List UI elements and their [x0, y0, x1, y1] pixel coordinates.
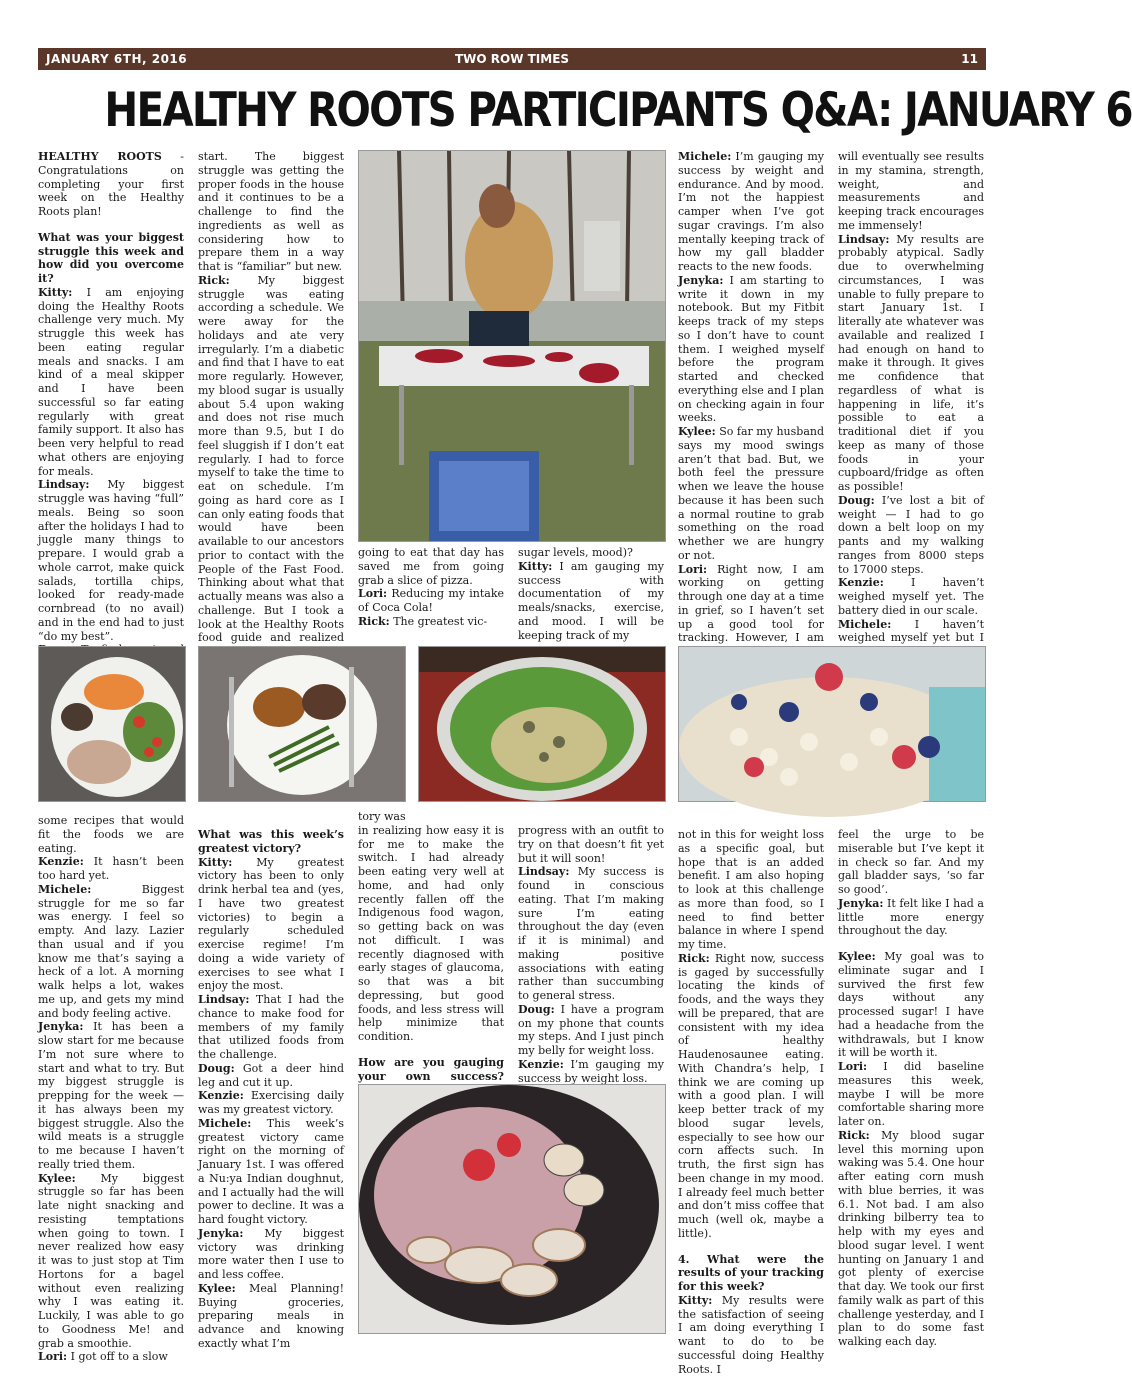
- photo-man-cutting-meat: [358, 150, 666, 542]
- article-paragraph: [518, 865, 664, 1003]
- paragraph-text: I am starting to write it down in my notebook. But my Fitbit keeps track of my steps so I don’t have to count them. I weighed myself before the program started and checked everything else and I plan on checking again in four weeks.: [678, 273, 824, 425]
- paragraph-text: It hasn’t been too hard yet.: [38, 855, 184, 882]
- top-column-2: [198, 150, 344, 686]
- paragraph-text: I haven’t weighed myself yet but I: [838, 617, 984, 645]
- paragraph-text: The greatest vic-: [389, 614, 488, 628]
- article-paragraph: [38, 286, 184, 479]
- article-paragraph: [198, 1227, 344, 1282]
- photo-plate-mush-strawberries: [358, 1084, 666, 1334]
- speaker-name: Kenzie:: [518, 1057, 564, 1071]
- article-paragraph: [518, 1003, 664, 1058]
- speaker-name: Kitty:: [518, 559, 553, 573]
- speaker-name: Kylee:: [198, 1281, 236, 1295]
- paragraph-text: My blood sugar level this morning upon waking was 5.4. One hour after eating corn mush with blue berries, it was 6.1. Not bad. I am also drinking bilberry tea to help with my eyes and blood sugar level. I went hunting on January 1 and got plenty of exercise that day. We took our first family walk as part of this challenge yesterday, and I plan to do some fast walking each day.: [838, 1128, 984, 1348]
- paragraph-text: I am enjoying doing the Healthy Roots challenge very much. My struggle this week has been eating regular meals and snacks. I am kind of a meal skipper and I have been successful so far eating regularly with great family support. It also has been very helpful to read what others are enjoying for meals.: [38, 285, 184, 478]
- bottom-column-4: [518, 824, 664, 1085]
- top-column-3: [358, 546, 504, 629]
- article-paragraph: [38, 478, 184, 643]
- speaker-name: Rick:: [678, 951, 710, 965]
- article-paragraph: [198, 1062, 344, 1090]
- article-paragraph: [198, 1117, 344, 1227]
- article-paragraph: [838, 494, 984, 577]
- article-paragraph: [38, 150, 184, 219]
- speaker-name: Kylee:: [838, 950, 876, 963]
- paragraph-text: My results are probably atypical. Sadly due to overwhelming circumstances, I was unable to fully prepare to start January 1st. I literally ate whatever was available and realized I had enough on hand to make it through. It gives me confidence that regardless of what is happening in life, it’s possible to eat a traditional diet if you keep as many of those foods in your cupboard/fridge as often as possible!: [838, 232, 984, 493]
- photo-plate-chicken-salad: [38, 646, 186, 802]
- article-paragraph: [518, 824, 664, 865]
- header-bar: [38, 48, 986, 70]
- speaker-name: Michele:: [38, 882, 92, 896]
- paragraph-text: I did baseline measures this week, maybe I will be more comfortable sharing more later on.: [838, 1060, 984, 1128]
- speaker-name: Jenyka:: [198, 1226, 244, 1240]
- speaker-name: Michele:: [838, 617, 892, 631]
- article-paragraph: [198, 274, 344, 687]
- photo-bowl-corn-berries: [678, 646, 986, 802]
- article-paragraph: [678, 274, 824, 425]
- paragraph-text: My biggest struggle so far has been late night snacking and resisting temptations when going to town. I never realized how easy it was to just stop at Tim Hortons for a bagel without even realizing why I was eating it. Luckily, I was able to go to Goodness Me! and grab a smoothie.: [38, 1171, 184, 1350]
- paragraph-text: It has been a slow start for me because I’m not sure where to start and what to try. But my biggest struggle is prepping for the week — it has always been my biggest struggle. Also the wild meats is a struggle to me because I haven’t really tried them.: [38, 1020, 184, 1171]
- speaker-name: Michele:: [678, 150, 732, 163]
- speaker-name: Lindsay:: [518, 865, 570, 879]
- speaker-name: Kenzie:: [838, 576, 884, 590]
- article-paragraph: [38, 883, 184, 1021]
- paragraph-text: I haven’t weighed myself yet. The battery died in our scale.: [838, 576, 984, 617]
- article-paragraph: [38, 1172, 184, 1351]
- bottom-column-2: [198, 828, 344, 1351]
- question-heading: What was this week’s greatest victory?: [198, 828, 344, 855]
- paragraph-text: not in this for weight loss as a specific goal, but hope that is an added benefit. I am also hoping to look at this challenge as more than food, so I need to find better balance in where I spend my time.: [678, 828, 824, 951]
- speaker-name: Kenzie:: [38, 855, 84, 869]
- paragraph-text: Exercising daily was my greatest victory.: [198, 1089, 344, 1116]
- article-paragraph: [678, 425, 824, 563]
- speaker-name: Kitty:: [678, 1293, 713, 1307]
- paragraph-text: That I had the chance to make food for members of my family that utilized foods from the challenge.: [198, 993, 344, 1061]
- paragraph-text: My greatest victory has been to only drink herbal tea and (yes, I have two greatest victories) to begin a regularly scheduled exercise regime! I’m doing a wide variety of exercises to see what I enjoy the most.: [198, 855, 344, 993]
- speaker-name: Lindsay:: [38, 478, 90, 492]
- article-paragraph: [518, 546, 664, 560]
- paragraph-text: It felt like I had a little more energy throughout the day.: [838, 896, 984, 938]
- speaker-name: Lori:: [358, 587, 388, 601]
- paragraph-text: My biggest victory was drinking more water then I use to and less coffee.: [198, 1226, 344, 1281]
- paragraph-text: I’m gauging my success by weight and endurance. And by mood. I’m not the happiest camper when I’ve got sugar cravings. I’m also mentally keeping track of how my gall bladder reacts to the new foods.: [678, 150, 824, 273]
- speaker-name: Rick:: [198, 273, 230, 287]
- photo-bowl-kale-squash: [418, 646, 666, 802]
- article-paragraph: [38, 855, 184, 883]
- speaker-name: Lori:: [678, 562, 708, 576]
- article-paragraph: [838, 233, 984, 494]
- article-paragraph: [678, 828, 824, 952]
- speaker-name: Jenyka:: [38, 1020, 84, 1034]
- bottom-column-1: [38, 814, 184, 1364]
- headline: HEALTHY ROOTS PARTICIPANTS Q&A: JANUARY 6: [104, 83, 1132, 138]
- paragraph-text: Got a deer hind leg and cut it up.: [198, 1061, 344, 1089]
- paragraph-text: I’m gauging my success by weight loss.: [518, 1057, 664, 1085]
- article-paragraph: [518, 1058, 664, 1086]
- speaker-name: Kylee:: [38, 1171, 76, 1185]
- paragraph-text: tory was: [358, 810, 406, 823]
- article-paragraph: [838, 576, 984, 617]
- speaker-name: Lindsay:: [838, 232, 890, 246]
- paragraph-text: I got off to a slow: [67, 1350, 168, 1364]
- article-paragraph: [38, 1350, 184, 1364]
- article-paragraph: [838, 950, 984, 1060]
- article-paragraph: [198, 856, 344, 994]
- paragraph-text: feel the urge to be miserable but I’ve kept it in check so far. And my gall bladder says, ‘so far so good’.: [838, 828, 984, 896]
- speaker-name: Kenzie:: [198, 1089, 244, 1103]
- bottom-column-3: [358, 810, 504, 1125]
- paragraph-text: My biggest struggle was eating according a schedule. We were away for the holidays and ate very irregularly. I’m a diabetic and find that I have to eat more regularly. However, my blood sugar is usually about 5.4 upon waking and does not rise much more than 9.5, but I do feel sluggish if I don’t eat regularly. I had to force myself to take the time to eat on schedule. I’m going as hard core as I can only eating foods that would have been available to our ancestors prior to contact with the People of the Fast Food. Thinking about what that actually means was also a challenge. But I took a look at the Healthy Roots food guide and realized: [198, 273, 344, 645]
- paragraph-text: My success is found in conscious eating. That I’m making sure I’m eating throughout the day (even if it is minimal) and making positive associations with eating rather than succumbing to general stress.: [518, 865, 664, 1002]
- speaker-name: Lindsay:: [198, 993, 250, 1006]
- article-paragraph: [38, 1020, 184, 1171]
- speaker-name: Doug:: [838, 493, 875, 507]
- paragraph-text: Right now, success is gaged by successfully locating the kinds of foods, and the ways they will be prepared, that are consistent with my idea of healthy Haudenosaunee eating. With Chandra’s help, I think we are coming up with a good plan. I will keep better track of my blood sugar levels, especially to see how our corn affects such. In truth, the first sign has been change in my mood. I already feel much better and don’t miss coffee that much (well ok, maybe a little).: [678, 951, 824, 1240]
- speaker-name: Michele:: [198, 1116, 252, 1130]
- paragraph-text: My goal was to eliminate sugar and I survived the first few days without any processed sugar! I have had a headache from the withdrawals, but I know it will be worth it.: [838, 950, 984, 1060]
- speaker-name: Doug:: [518, 1002, 555, 1016]
- speaker-name: Kitty:: [198, 855, 233, 869]
- top-column-6: [838, 150, 984, 714]
- article-paragraph: [678, 952, 824, 1241]
- article-paragraph: [358, 824, 504, 1044]
- paragraph-text: I am gauging my success with documentation of my meals/snacks, exercise, and mood. I will be keeping track of my: [518, 559, 664, 642]
- article-paragraph: [518, 560, 664, 643]
- article-paragraph: [358, 587, 504, 615]
- article-paragraph: [358, 810, 504, 824]
- paragraph-text: My results were the satisfaction of seeing I am doing everything I want to do to be successful doing Healthy Roots. I: [678, 1293, 824, 1376]
- article-paragraph: [198, 1282, 344, 1351]
- speaker-name: Rick:: [838, 1128, 870, 1142]
- paragraph-text: My biggest struggle was having “full” meals. Being so soon after the holidays I had to juggle many things to prepare. I would grab a whole carrot, make quick salads, tortilla chips, looked for ready-made cornbread (to no avail) and in the end had to just “do my best”.: [38, 478, 184, 643]
- paragraph-text: I’ve lost a bit of weight — I had to go down a belt loop on my pants and my walking ranges from 8000 steps to 17000 steps.: [838, 493, 984, 576]
- question-heading: 4. What were the results of your tracking for this week?: [678, 1252, 824, 1293]
- article-paragraph: [358, 546, 504, 587]
- article-paragraph: [838, 1129, 984, 1349]
- article-paragraph: [198, 993, 344, 1062]
- paragraph-text: I have a program on my phone that counts my steps. And I just pinch my belly for weight loss.: [518, 1002, 664, 1057]
- speaker-name: Lori:: [838, 1060, 868, 1073]
- speaker-name: Kylee:: [678, 425, 716, 438]
- article-paragraph: [838, 150, 984, 233]
- paragraph-text: Reducing my intake of Coca Cola!: [358, 587, 504, 614]
- page-number: 11: [961, 52, 978, 66]
- article-paragraph: [838, 1060, 984, 1129]
- top-column-1: [38, 150, 184, 698]
- paragraph-text: progress with an outfit to try on that doesn’t fit yet but it will soon!: [518, 824, 664, 865]
- paragraph-text: Right now, I am working on getting through one day at a time in grief, so I haven’t set up a good tool for tracking. However, I am: [678, 562, 824, 645]
- article-paragraph: [678, 1294, 824, 1377]
- photo-plate-meat-beans: [198, 646, 406, 802]
- question-heading: What was your biggest struggle this week and how did you overcome it?: [38, 230, 184, 285]
- article-paragraph: [838, 897, 984, 938]
- top-column-5: [678, 150, 824, 686]
- bottom-column-6: [838, 828, 984, 1349]
- speaker-name: HEALTHY ROOTS: [38, 150, 162, 163]
- bottom-column-5: [678, 828, 824, 1376]
- paragraph-text: some recipes that would fit the foods we are eating.: [38, 814, 184, 855]
- paragraph-text: This week’s greatest victory came right on the morning of January 1st. I was offered a Nu:ya Indian doughnut, and I actually had the will power to decline. It was a hard fought victory.: [198, 1116, 344, 1226]
- top-column-4: [518, 546, 664, 642]
- paragraph-text: Biggest struggle for me so far was energy. I feel so empty. And lazy. Lazier than usual and if you know me that’s saying a heck of a lot. A morning walk helps a lot, wakes me up, and gets my mind and body feeling active.: [38, 882, 184, 1020]
- article-paragraph: [838, 828, 984, 897]
- paragraph-text: Meal Planning! Buying groceries, preparing meals in advance and knowing exactly what I’m: [198, 1281, 344, 1350]
- article-paragraph: [198, 1089, 344, 1117]
- speaker-name: Jenyka:: [838, 896, 884, 910]
- article-paragraph: [38, 814, 184, 855]
- speaker-name: Jenyka:: [678, 273, 724, 287]
- speaker-name: Kitty:: [38, 285, 73, 299]
- article-paragraph: [198, 150, 344, 274]
- article-paragraph: [678, 150, 824, 274]
- speaker-name: Lori:: [38, 1350, 68, 1364]
- paragraph-text: going to eat that day has saved me from going grab a slice of pizza.: [358, 546, 504, 587]
- speaker-name: Doug:: [198, 1061, 235, 1075]
- issue-date: JANUARY 6TH, 2016: [46, 52, 188, 66]
- speaker-name: Rick:: [358, 614, 390, 628]
- paragraph-text: - Congratulations on completing your first week on the Healthy Roots plan!: [38, 150, 184, 218]
- paragraph-text: So far my husband says my mood swings aren’t that bad. But, we both feel the pressure when we leave the house because it has been such a normal routine to grab something on the road whether we are hungry or not.: [678, 425, 824, 562]
- paragraph-text: sugar levels, mood)?: [518, 546, 633, 559]
- paragraph-text: in realizing how easy it is for me to make the switch. I had already been eating very well at home, and had only recently fallen off the Indigenous food wagon, so getting back on was not difficult. I was recently diagnosed with early stages of glaucoma, so that was a bit depressing, but good foods, and less stress will help minimize that condition.: [358, 823, 504, 1043]
- article-paragraph: [358, 615, 504, 629]
- paragraph-text: will eventually see results in my stamina, strength, weight, and measurements and keeping track encourages me immensely!: [838, 150, 984, 232]
- question-heading: How are you gauging your own success?: [358, 1055, 504, 1083]
- paper-name: TWO ROW TIMES: [454, 52, 570, 66]
- paragraph-text: start. The biggest struggle was getting the proper foods in the house and it continues to be a challenge to find the ingredients as well as considering how to prepare them in a way that is “familiar” but new.: [198, 150, 344, 273]
